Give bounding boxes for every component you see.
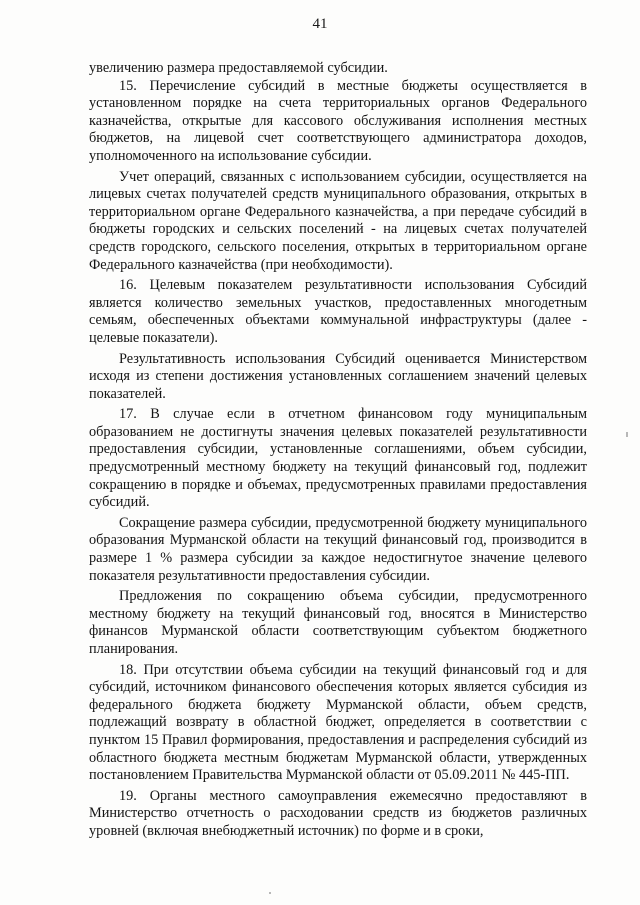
paragraph-item-18: 18. При отсутствии объема субсидии на текущий финансовый год и для субсидий, источником финансового обеспечения которых является субсидия из федерального бюджета бюджету Мурманской области, объем средств, подлежащий возврату в областной бюджет, определяется в соответствии с пунктом 15 Правил формирования, предоставления и распределения субсидий из областного бюджета местным бюджетам Мурманской области, утвержденных постановлением Правительства Мурманской области от 05.09.2011 № 445-ПП. xyxy=(89,661,587,784)
paragraph-accounting: Учет операций, связанных с использованием субсидии, осуществляется на лицевых счетах получателей средств муниципального образования, открытых в территориальном органе Федерального казначейства, а при передаче субсидий в бюджеты городских и сельских поселений - на лицевых счетах получателей средств городского, сельского поселения, открытых в территориальном органе Федерального казначейства (при необходимости). xyxy=(89,168,587,273)
paragraph-effectiveness: Результативность использования Субсидий оценивается Министерством исходя из степени достижения установленных соглашением значений целевых показателей. xyxy=(89,350,587,402)
scan-speck xyxy=(269,892,271,894)
paragraph-item-15: 15. Перечисление субсидий в местные бюджеты осуществляется в установленном порядке на счета территориальных органов Федерального казначейства, открытые для кассового обслуживания исполнения местных бюджетов, на лицевой счет соответствующего администратора доходов, уполномоченного на использование субсидии. xyxy=(89,77,587,164)
paragraph-continuation: увеличению размера предоставляемой субсидии. xyxy=(89,60,388,76)
paragraph-item-17: 17. В случае если в отчетном финансовом году муниципальным образованием не достигнуты значения целевых показателей результативности предоставления субсидии, установленные соглашениями, объем субсидии, предусмотренный местному бюджету на текущий финансовый год, подлежит сокращению в порядке и объемах, предусмотренных правилами предоставления субсидий. xyxy=(89,406,587,511)
paragraph-item-16: 16. Целевым показателем результативности использования Субсидий является количество земельных участков, предоставленных многодетным семьям, обеспеченных объектами коммунальной инфраструктуры (далее - целевые показатели). xyxy=(89,277,587,346)
paragraph-proposals: Предложения по сокращению объема субсидии, предусмотренного местному бюджету на текущий финансовый год, вносятся в Министерство финансов Мурманской области соответствующим субъектом бюджетного планирования. xyxy=(89,588,587,657)
scan-speck xyxy=(626,432,628,437)
page-number: 41 xyxy=(312,16,328,32)
paragraph-item-19: 19. Органы местного самоуправления ежемесячно предоставляют в Министерство отчетность о расходовании средств из бюджетов различных уровней (включая внебюджетный источник) по форме и в сроки, xyxy=(89,787,587,839)
paragraph-reduction: Сокращение размера субсидии, предусмотренной бюджету муниципального образования Мурманской области на текущий финансовый год, производится в размере 1 % размера субсидии за каждое недостигнутое значение целевого показателя результативности предоставления субсидии. xyxy=(89,514,587,584)
document-body xyxy=(89,60,587,841)
